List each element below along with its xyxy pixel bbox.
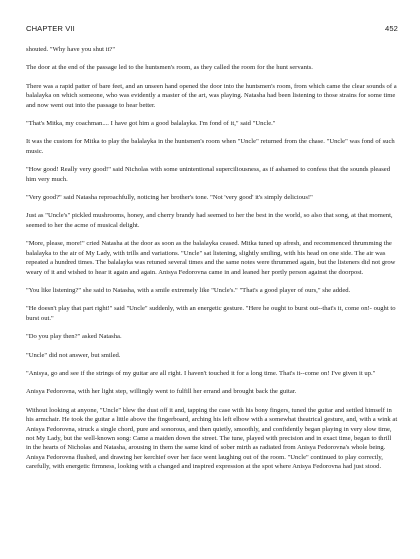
- paragraph: It was the custom for Mitka to play the balalayka in the huntsmen's room when "Uncle" returned from the chase. "Uncle" was fond of such music.: [26, 138, 395, 155]
- paragraph: "Uncle" did not answer, but smiled.: [26, 351, 121, 359]
- body-text: [26, 45, 398, 472]
- paragraph: There was a rapid patter of bare feet, and an unseen hand opened the door into the huntsmen's room, from which came the clear sounds of a balalayka on which someone, who was evidently a master of the art, was playing. Natasha had been listening to those strains for some time and now went out into the passage to hear better.: [26, 82, 397, 109]
- paragraph: The door at the end of the passage led to the huntsmen's room, as they called the room for the hunt servants.: [26, 64, 313, 72]
- paragraph: "Very good?" said Natasha reproachfully, noticing her brother's tone. "Not 'very good' it's simply delicious!": [26, 194, 313, 202]
- paragraph: "How good! Really very good!" said Nicholas with some unintentional superciliousness, as if ashamed to confess that the sounds pleased him very much.: [26, 166, 391, 183]
- page-number: 452: [385, 24, 398, 33]
- paragraph: "More, please, more!" cried Natasha at the door as soon as the balalayka ceased. Mitka tuned up afresh, and recommenced thrumming the balalayka to the air of My Lady, with trills and variations. "Uncle" sat listening, slightly smiling, with his head on one side. The air was repeated a hundred times. The balalayka was retuned several times and the same notes were thrummed again, but the listeners did not grow weary of it and wished to hear it again and again. Anisya Fedorovna came in and leaned her portly person against the doorpost.: [26, 240, 396, 276]
- document-page: [26, 24, 398, 481]
- paragraph: "Do you play then?" asked Natasha.: [26, 333, 122, 341]
- page-header: [26, 24, 398, 33]
- paragraph: Just as "Uncle's" pickled mushrooms, honey, and cherry brandy had seemed to her the best in the world, so also that song, at that moment, seemed to her the acme of musical delight.: [26, 212, 393, 229]
- paragraph: Without looking at anyone, "Uncle" blew the dust off it and, tapping the case with his bony fingers, tuned the guitar and settled himself in his armchair. He took the guitar a little above the fingerboard, arching his left elbow with a somewhat theatrical gesture, and, with a wink at Anisya Fedorovna, struck a single chord, pure and sonorous, and then quietly, smoothly, and confidently began playing in very slow time, not My Lady, but the well-known song: Came a maiden down the street. The tune, played with precision and in exact time, began to thrill in the hearts of Nicholas and Natasha, arousing in them the same kind of sober mirth as radiated from Anisya Fedorovna's whole being. Anisya Fedorovna flushed, and drawing her kerchief over her face went laughing out of the room. "Uncle" continued to play correctly, carefully, with energetic firmness, looking with a changed and inspired expression at the spot where Anisya Fedorovna had just stood.: [26, 406, 398, 471]
- paragraph: "That's Mitka, my coachman.... I have got him a good balalayka. I'm fond of it," said "Uncle.": [26, 120, 276, 128]
- paragraph: shouted. "Why have you shut it?": [26, 46, 116, 53]
- paragraph: Anisya Fedorovna, with her light step, willingly went to fulfill her errand and brought back the guitar.: [26, 388, 297, 396]
- chapter-heading: CHAPTER VII: [26, 24, 75, 33]
- paragraph: "He doesn't play that part right!" said "Uncle" suddenly, with an energetic gesture. "Here he ought to burst out--that's it, come on!- ought to burst out.": [26, 305, 396, 322]
- paragraph: "Anisya, go and see if the strings of my guitar are all right. I haven't touched it for a long time. That's it--come on! I've given it up.": [26, 369, 376, 377]
- paragraph: "You like listening?" she said to Natasha, with a smile extremely like "Uncle's." "That's a good player of ours," she added.: [26, 286, 351, 294]
